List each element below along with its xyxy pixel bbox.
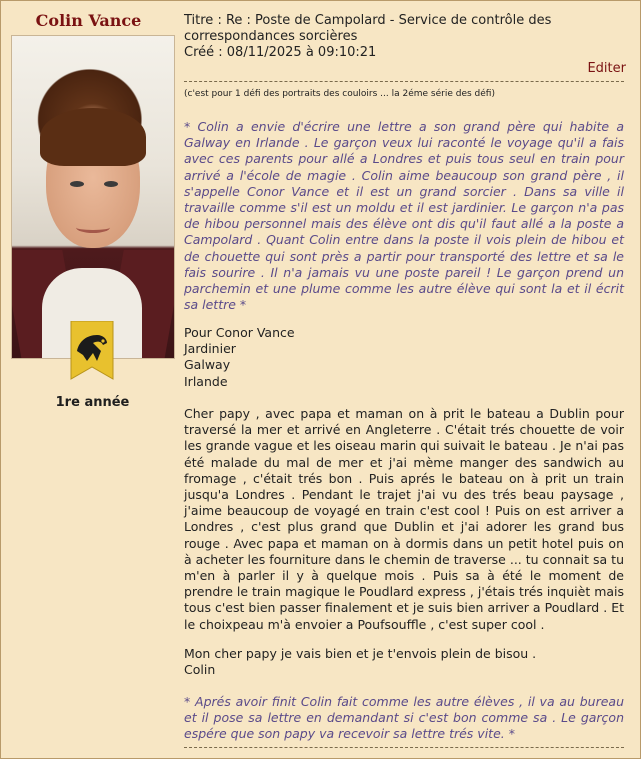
address-line: Irlande — [184, 373, 228, 389]
address-line: Jardinier — [184, 341, 236, 357]
author-rank: 1re année — [55, 395, 130, 410]
letter-signature: Colin — [184, 662, 216, 677]
letter-closing: Mon cher papy je vais bien et je t'envois plein de bisou . — [184, 646, 537, 661]
avatar — [11, 35, 175, 359]
divider — [184, 81, 624, 82]
divider — [184, 747, 624, 748]
address-line: Pour Conor Vance — [184, 325, 295, 340]
post-created-date: Créé : 08/11/2025 à 09:10:21 — [184, 45, 377, 60]
outro-narration: * Aprés avoir finit Colin fait comme les autre élèves , il va au bureau et il pose sa lettre en demandant si c'est bon comme sa . Le garçon espére que son papy va recevoir sa lettre trés vite. * — [184, 694, 624, 742]
hufflepuff-badge-icon — [67, 321, 117, 385]
author-name[interactable]: Colin Vance — [35, 11, 142, 30]
letter-address — [184, 325, 624, 390]
letter-body: Cher papy , avec papa et maman on à prit le bateau a Dublin pour traversé la mer et arrivé en Angleterre . C'était trés chouette de voir les grande vague et les oiseau marin qui suivait le bateau . Je n'ai pas été malade du mal de mer et j'ai mème manger des sandwich au fromage , c'était trés bon . Puis aprés le bateau on à prit un train jusqu'a Londres . Pendant le trajet j'ai vu des trés beau paysage , j'aime beaucoup de voyagé en train c'est cool ! Puis on est arriver a Londres , c'est plus grand que Dublin et j'ai adorer les grand bus rouge . Avec papa et maman on à dormis dans un petit hotel puis on à acheter les fourniture dans le chemin de traverse ... tu connait sa tu m'en à parler il y à quelque mois . Puis sa à été le moment de prendre le train magique le Poudlard express , j'étais trés inquièt mais tous c'est bien passer finalement et je suis bien arriver a Poudlard . Et le choixpeau m'à envoier a Poufsouffle , c'est super cool . — [184, 406, 625, 632]
post-title: Titre : Re : Poste de Campolard - Service de contrôle des correspondances sorcières — [184, 13, 552, 44]
intro-narration: * Colin a envie d'écrire une lettre a son grand père qui habite a Galway en Irlande . Le garçon veux lui raconté le voyage qu'il a fais avec ces parents pour allé a Londres et puis tous seul en train pour arrivé a l'école de magie . Colin aime beaucoup son grand père , il s'appelle Conor Vance et il est un grand sorcier . Dans sa ville il travaille comme s'il est un moldu et il est jardinier. Le garçon n'a pas de hibou personnel mais des élève ont dis qu'il faut allé a la poste a Campolard . Quant Colin entre dans la poste il vois plein de hibou et de chouette qui sont près a partir pour transporté des lettre et sa le fais sourire . Il n'a jamais vu une poste pareil ! Le garçon prend un parchemin et une plume comme les autre élève qui sont la et il écrit sa lettre * — [184, 119, 624, 313]
address-line: Galway — [184, 357, 231, 373]
post-note: (c'est pour 1 défi des portraits des couloirs ... la 2éme série des défi) — [184, 89, 495, 99]
edit-button[interactable]: Editer — [587, 61, 626, 76]
